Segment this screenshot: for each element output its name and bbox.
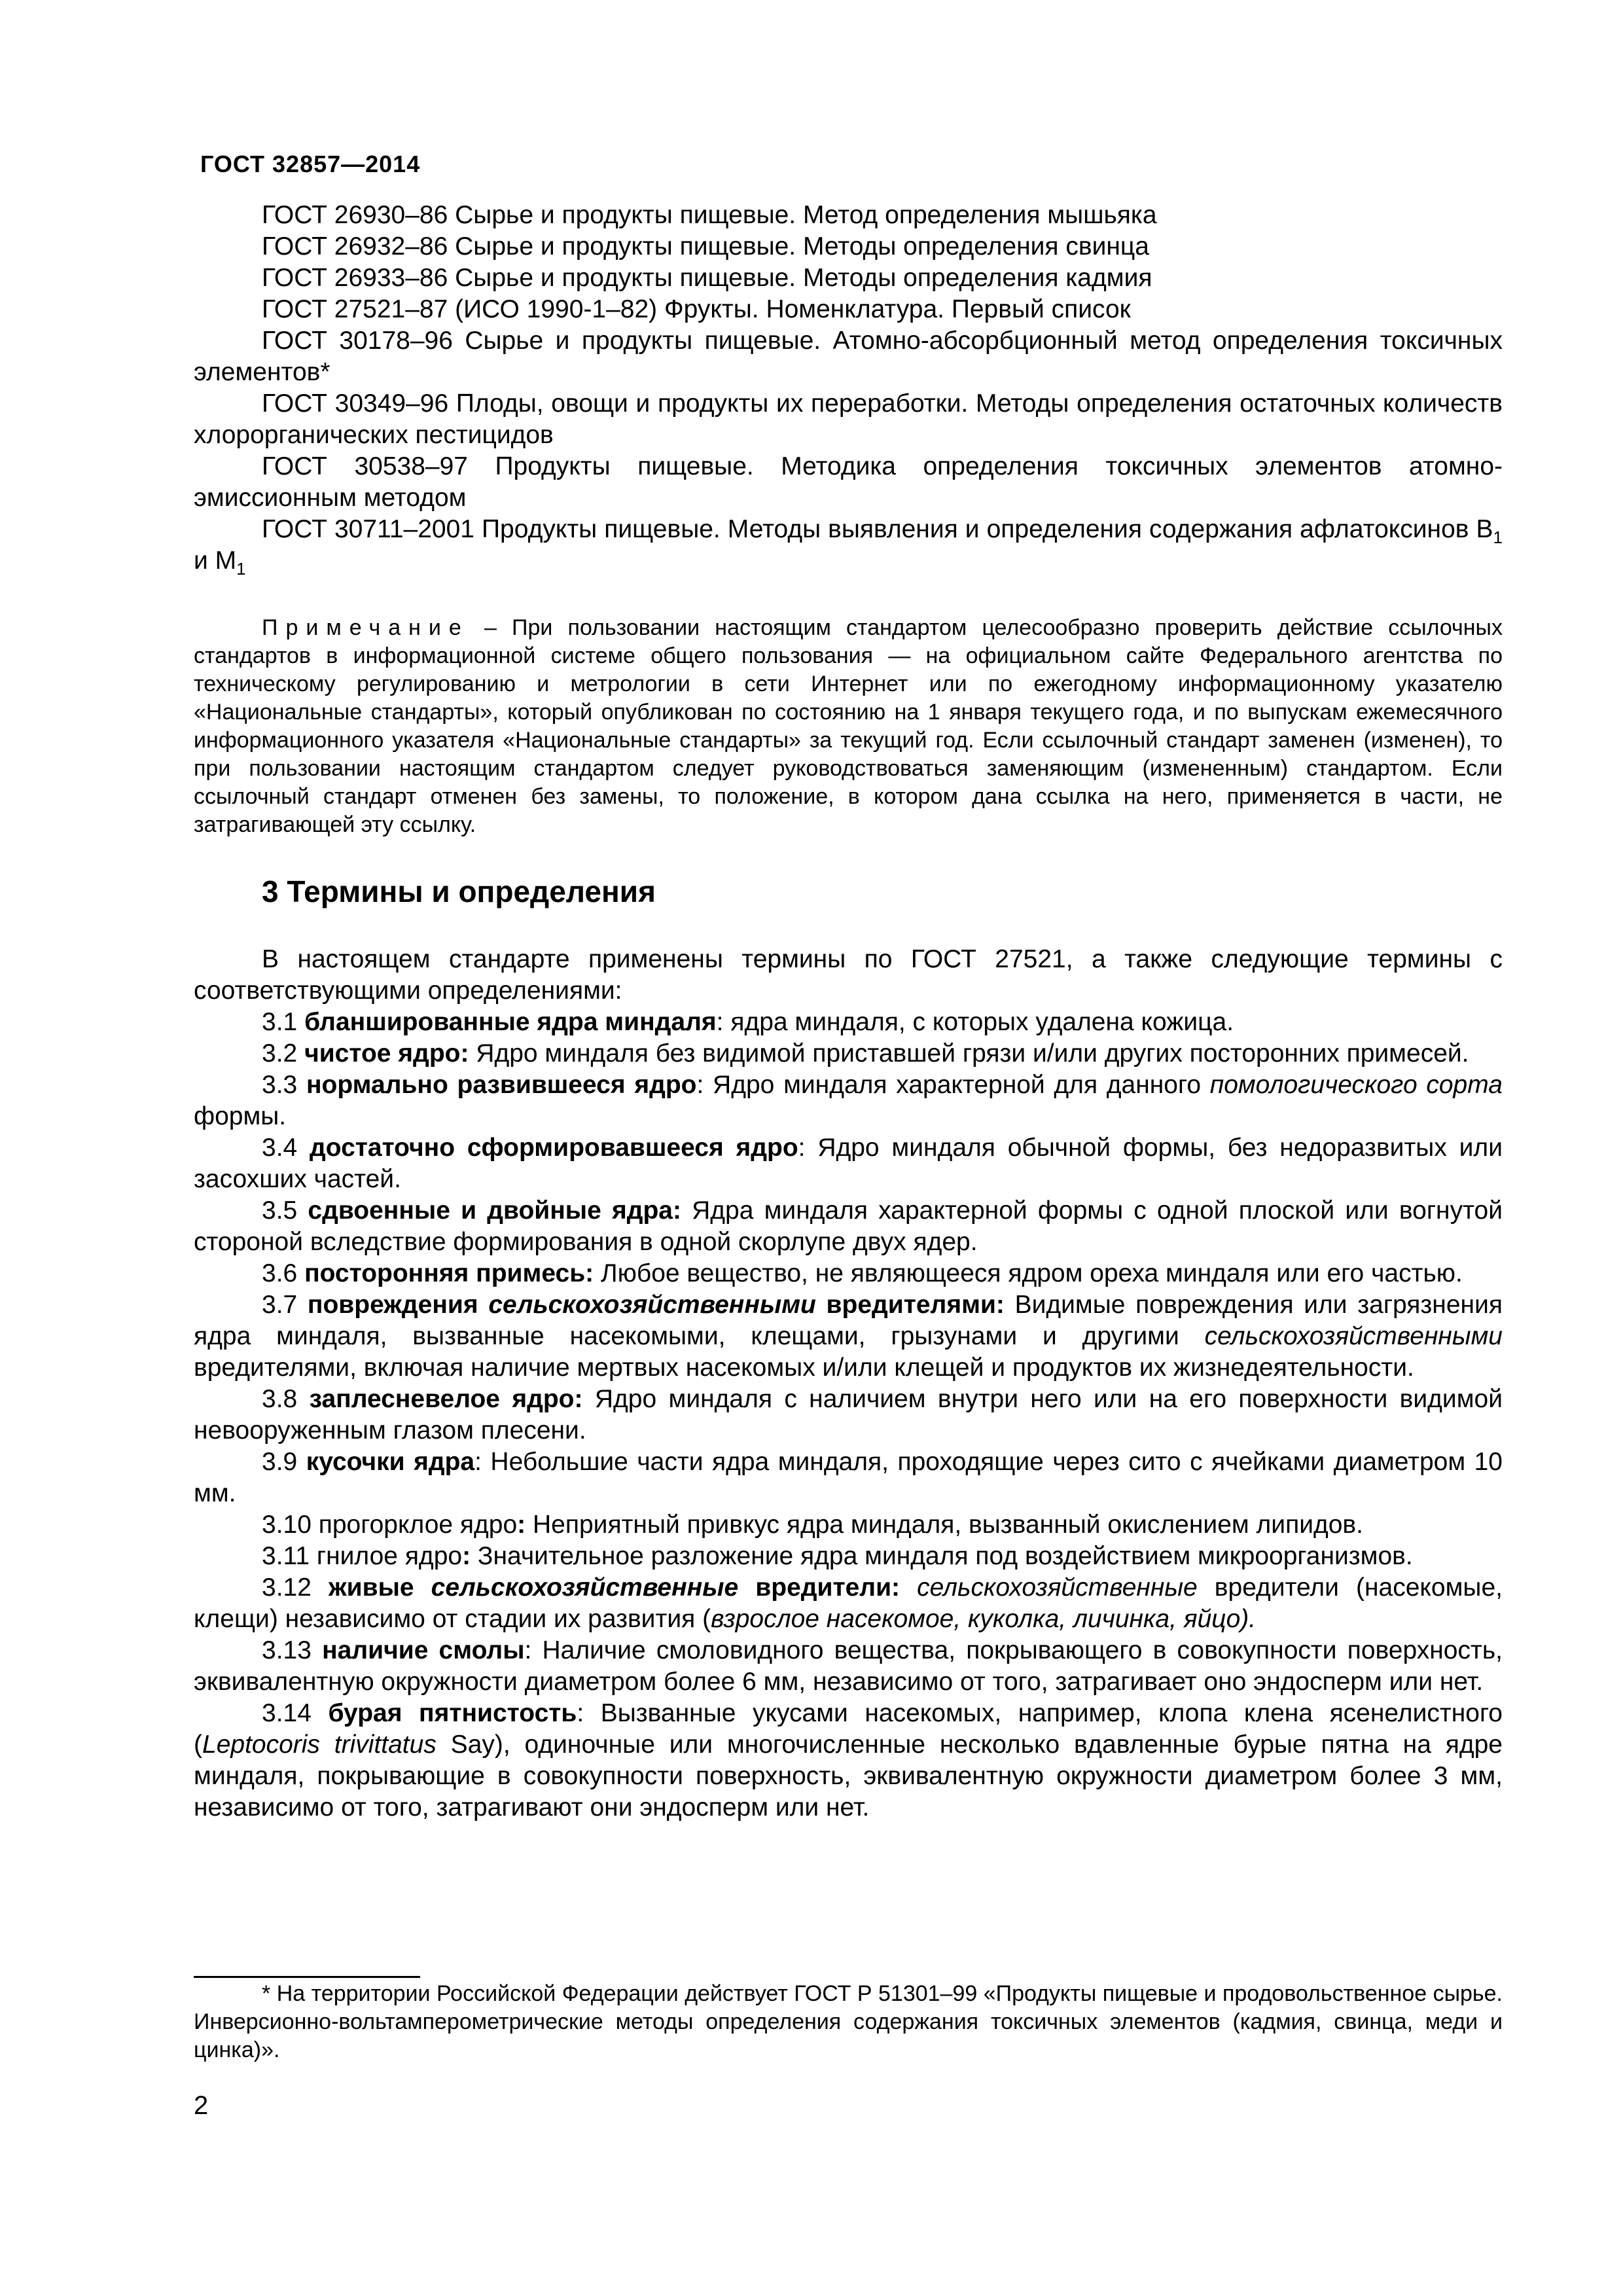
term-number: 3.8 xyxy=(262,1385,310,1413)
footnote-divider xyxy=(194,1976,420,1978)
term-3-3 xyxy=(194,1069,1503,1132)
reference-item: ГОСТ 26933–86 Сырье и продукты пищевые. Методы определения кадмия xyxy=(262,264,1152,292)
term-name: вредителями: xyxy=(815,1291,1005,1319)
document-header: ГОСТ 32857—2014 xyxy=(200,151,421,177)
reference-item: ГОСТ 26932–86 Сырье и продукты пищевые. Методы определения свинца xyxy=(262,232,1149,260)
term-definition: вредители (насекомые, клещи) независимо от стадии их развития ( xyxy=(194,1573,1503,1633)
reference-item: ГОСТ 27521–87 (ИСО 1990-1–82) Фрукты. Номенклатура. Первый список xyxy=(262,295,1131,323)
term-colon: : xyxy=(462,1542,471,1570)
term-definition: Ядро миндаля с наличием внутри него или на его поверхности видимой невооруженным глазом плесени. xyxy=(194,1385,1503,1444)
term-3-14 xyxy=(194,1698,1503,1823)
term-definition: Say), одиночные или многочисленные несколько вдавленные бурые пятна на ядре миндаля, покрывающие в совокупности поверхность, эквивалентную окружности диаметром более 3 мм, независимо от того, затрагивают они эндосперм или нет. xyxy=(194,1731,1503,1821)
page-number: 2 xyxy=(194,2091,209,2120)
term-3-7 xyxy=(194,1289,1503,1384)
term-definition: Значительное разложение ядра миндаля под воздействием микроорганизмов. xyxy=(471,1542,1413,1570)
term-number: 3.4 xyxy=(262,1134,310,1162)
reference-text: ГОСТ 30711–2001 Продукты пищевые. Методы выявления и определения содержания афлатоксинов В xyxy=(262,515,1493,543)
document-body xyxy=(194,200,1503,1823)
term-name: бланшированные ядра миндаля xyxy=(304,1008,717,1036)
term-number: 3.3 xyxy=(262,1071,306,1099)
term-3-10 xyxy=(194,1509,1503,1541)
term-name: живые xyxy=(328,1573,431,1602)
term-number: 3.14 xyxy=(262,1699,329,1727)
term-name: гнилое ядро xyxy=(316,1542,463,1570)
section-heading: 3 Термины и определения xyxy=(262,874,656,908)
term-definition: : Ядро миндаля обычной формы, без недоразвитых или засохших частей. xyxy=(194,1134,1503,1193)
reference-item: ГОСТ 30538–97 Продукты пищевые. Методика определения токсичных элементов атомно-эмиссионным методом xyxy=(194,452,1503,512)
term-definition: : Вызванные укусами насекомых, например, клопа клена ясенелистного ( xyxy=(194,1699,1503,1759)
term-definition: : Наличие смоловидного вещества, покрывающего в совокупности поверхность, эквивалентную окружности диаметром более 6 мм, независимо от того, затрагивает оно эндосперм или нет. xyxy=(194,1636,1503,1696)
term-definition: Любое вещество, не являющееся ядром ореха миндаля или его частью. xyxy=(594,1259,1463,1287)
term-3-8 xyxy=(194,1384,1503,1446)
term-definition-italic: Leptocoris trivittatus xyxy=(202,1731,437,1759)
note-text: – При пользовании настоящим стандартом целесообразно проверить действие ссылочных стандартов в информационной системе общего пользования — на официальном сайте Федерального агентства по техническому регулированию и метрологии в сети Интернет или по ежегодному информационному указателю «Национальные стандарты», который опубликован по состоянию на 1 января текущего года, и по выпускам ежемесячного информационного указателя «Национальные стандарты» за текущий год. Если ссылочный стандарт заменен (изменен), то при пользовании настоящим стандартом следует руководствоваться заменяющим (измененным) стандартом. Если ссылочный стандарт отменен без замены, то положение, в котором дана ссылка на него, применяется в части, не затрагивающей эту ссылку. xyxy=(194,615,1503,837)
term-3-2 xyxy=(194,1038,1503,1069)
term-3-4 xyxy=(194,1132,1503,1195)
term-definition: Ядра миндаля характерной формы с одной плоской или вогнутой стороной вследствие формирования в одной скорлупе двух ядер. xyxy=(194,1196,1503,1256)
term-definition: Неприятный привкус ядра миндаля, вызванный окислением липидов. xyxy=(526,1511,1363,1539)
term-number: 3.10 xyxy=(262,1511,319,1539)
term-number: 3.11 xyxy=(262,1542,317,1570)
term-3-5 xyxy=(194,1195,1503,1258)
term-3-1 xyxy=(194,1007,1503,1038)
term-name-italic: сельскохозяйственными xyxy=(488,1291,816,1319)
term-number: 3.2 xyxy=(262,1039,305,1067)
footnote: * На территории Российской Федерации действует ГОСТ Р 51301–99 «Продукты пищевые и продовольственное сырье. Инверсионно-вольтамперометрические методы определения содержания токсичных элементов (кадмия, свинца, меди и цинка)». xyxy=(194,1981,1503,2062)
term-3-6 xyxy=(194,1258,1503,1289)
term-definition: формы. xyxy=(194,1102,287,1130)
term-definition-italic: взрослое насекомое, куколка, личинка, яйцо). xyxy=(711,1605,1257,1633)
term-name: нормально развившееся ядро xyxy=(306,1071,697,1099)
reference-item: ГОСТ 30349–96 Плоды, овощи и продукты их переработки. Методы определения остаточных количеств хлорорганических пестицидов xyxy=(194,389,1503,449)
term-number: 3.12 xyxy=(262,1573,329,1602)
term-number: 3.13 xyxy=(262,1636,323,1664)
term-definition: Видимые повреждения или загрязнения ядра миндаля, вызванные насекомыми, клещами, грызунами и другими xyxy=(194,1291,1503,1350)
note-label: Примечание xyxy=(262,615,469,640)
term-definition-italic: помологического сорта xyxy=(1209,1071,1503,1099)
term-name: кусочки ядра xyxy=(306,1448,475,1476)
reference-item: ГОСТ 30178–96 Сырье и продукты пищевые. Атомно-абсорбционный метод определения токсичных элементов* xyxy=(194,327,1503,386)
term-3-13 xyxy=(194,1635,1503,1698)
term-name: чистое ядро: xyxy=(304,1039,469,1067)
term-number: 3.6 xyxy=(262,1259,305,1287)
term-name: сдвоенные и двойные ядра: xyxy=(308,1196,681,1225)
subscript: 1 xyxy=(236,558,246,579)
term-name: наличие смолы xyxy=(322,1636,525,1664)
term-definition: Ядро миндаля без видимой приставшей грязи и/или других посторонних примесей. xyxy=(469,1039,1469,1067)
term-name: заплесневелое ядро: xyxy=(309,1385,583,1413)
subscript: 1 xyxy=(1493,527,1503,547)
term-number: 3.5 xyxy=(262,1196,308,1225)
term-3-12 xyxy=(194,1572,1503,1635)
term-definition: : Ядро миндаля характерной для данного xyxy=(696,1071,1210,1099)
reference-text: и М xyxy=(194,547,237,575)
reference-item xyxy=(194,514,1503,577)
term-definition: : Небольшие части ядра миндаля, проходящие через сито с ячейками диаметром 10 мм. xyxy=(194,1448,1503,1507)
reference-item: ГОСТ 26930–86 Сырье и продукты пищевые. Метод определения мышьяка xyxy=(262,201,1157,229)
term-3-9 xyxy=(194,1446,1503,1509)
term-name: повреждения xyxy=(307,1291,489,1319)
term-number: 3.7 xyxy=(262,1291,308,1319)
term-definition-italic: сельскохозяйственными xyxy=(1204,1322,1503,1350)
term-name: посторонняя примесь: xyxy=(304,1259,594,1287)
note-paragraph xyxy=(194,614,1503,839)
term-name: достаточно сформировавшееся ядро xyxy=(310,1134,798,1162)
term-number: 3.9 xyxy=(262,1448,306,1476)
term-definition: : ядра миндаля, с которых удалена кожица. xyxy=(716,1008,1234,1036)
section-intro: В настоящем стандарте применены термины по ГОСТ 27521, а также следующие термины с соответствующими определениями: xyxy=(194,945,1503,1005)
term-definition: вредителями, включая наличие мертвых насекомых и/или клещей и продуктов их жизнедеятельности. xyxy=(194,1354,1414,1382)
term-name: вредители: xyxy=(738,1573,901,1602)
term-colon: : xyxy=(517,1511,526,1539)
term-3-11 xyxy=(194,1541,1503,1572)
term-name-italic: сельскохозяйственные xyxy=(431,1573,739,1602)
term-number: 3.1 xyxy=(262,1008,305,1036)
term-name: прогорклое ядро xyxy=(318,1511,518,1539)
term-definition-italic: сельскохозяйственные xyxy=(900,1573,1198,1602)
term-name: бурая пятнистость xyxy=(328,1699,577,1727)
